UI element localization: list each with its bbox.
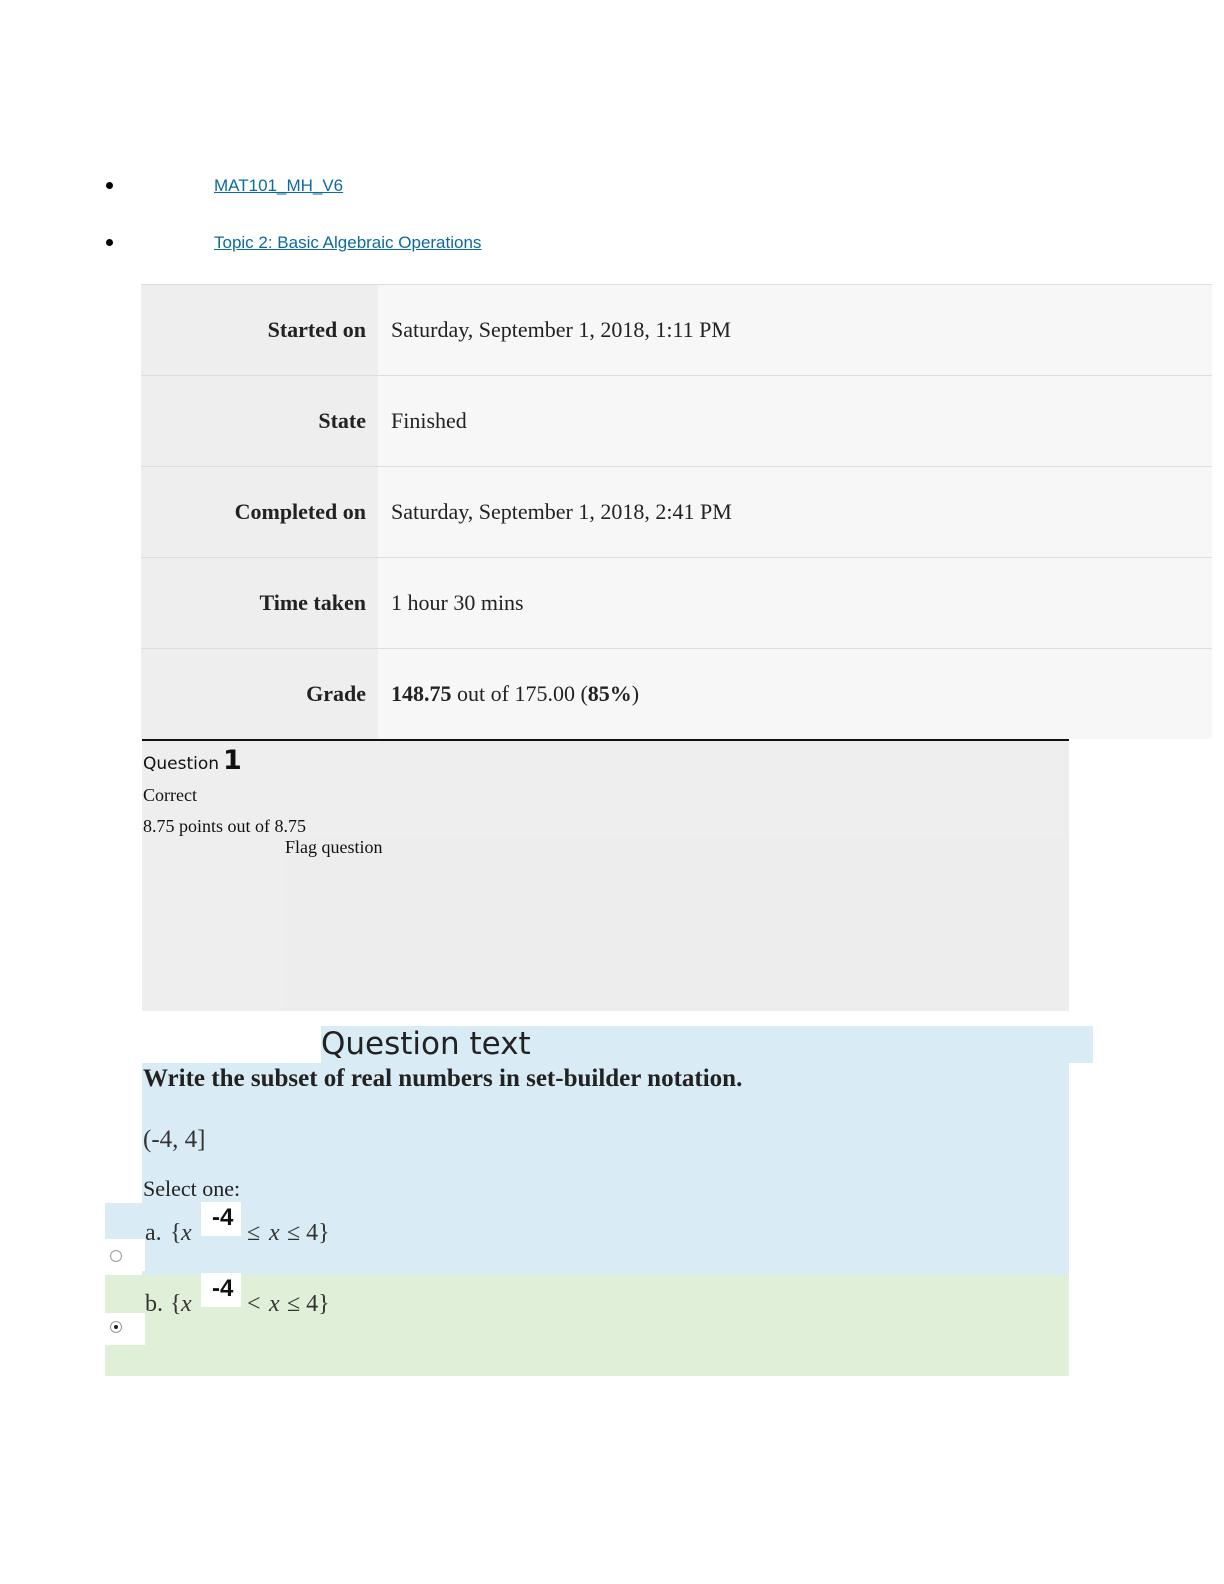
option-var-2: x: [269, 1291, 280, 1317]
option-op: <: [247, 1291, 261, 1317]
bullet-icon: [106, 239, 113, 246]
breadcrumb-item-course: [0, 174, 700, 198]
flag-question-button[interactable]: Flag question: [285, 837, 383, 857]
question-info-panel: [142, 739, 1069, 1011]
summary-label: Started on: [141, 285, 378, 375]
question-prompt: Write the subset of real numbers in set-builder notation.: [143, 1065, 743, 1092]
bullet-icon: [106, 182, 113, 189]
option-neg-value: -4: [201, 1273, 241, 1307]
question-number: [143, 745, 242, 776]
question-prefix: Question: [143, 754, 220, 774]
summary-row-completed: [141, 467, 1212, 558]
option-open-brace: {: [170, 1220, 182, 1246]
option-letter: b.: [145, 1291, 163, 1317]
breadcrumb-link-topic[interactable]: Topic 2: Basic Algebraic Operations: [214, 233, 482, 252]
option-var: x: [181, 1291, 192, 1317]
option-b-radio[interactable]: [110, 1321, 122, 1333]
summary-value: Finished: [378, 376, 1212, 466]
question-text-panel: [142, 1063, 1069, 1275]
grade-out-of: out of 175.00 (: [451, 681, 588, 706]
option-var: x: [181, 1220, 192, 1246]
summary-label: Grade: [141, 649, 378, 739]
summary-row-time-taken: [141, 558, 1212, 649]
summary-value: Saturday, September 1, 2018, 1:11 PM: [378, 285, 1212, 375]
option-a-side-bg: [105, 1203, 145, 1239]
option-tail: ≤ 4}: [287, 1291, 330, 1317]
option-open-brace: {: [170, 1291, 182, 1317]
breadcrumb-link-course[interactable]: MAT101_MH_V6: [214, 176, 344, 195]
grade-close: ): [631, 681, 640, 706]
summary-row-state: [141, 376, 1212, 467]
summary-label: Completed on: [141, 467, 378, 557]
question-text-heading: Question text: [321, 1026, 1093, 1063]
summary-value: 1 hour 30 mins: [378, 558, 1212, 648]
question-number-value: 1: [223, 745, 242, 776]
option-letter: a.: [145, 1220, 162, 1246]
attempt-summary-table: [141, 284, 1212, 739]
breadcrumb-item-topic: [0, 231, 700, 255]
select-one-label: Select one:: [143, 1176, 241, 1201]
summary-row-grade: [141, 649, 1212, 739]
summary-value: Saturday, September 1, 2018, 2:41 PM: [378, 467, 1212, 557]
summary-label: Time taken: [141, 558, 378, 648]
grade-score: 148.75: [391, 681, 452, 706]
grade-percent: 85%: [587, 681, 632, 706]
question-grade: 8.75 points out of 8.75: [143, 816, 307, 836]
option-var-2: x: [269, 1220, 280, 1246]
question-interval: (-4, 4]: [143, 1126, 206, 1153]
question-state: Correct: [143, 785, 197, 805]
option-tail: ≤ 4}: [287, 1220, 330, 1246]
option-neg-value: -4: [201, 1202, 241, 1236]
option-op: ≤: [247, 1220, 261, 1246]
grade-value: [378, 649, 1212, 739]
summary-label: State: [141, 376, 378, 466]
option-a-radio[interactable]: [110, 1250, 122, 1262]
summary-row-started: [141, 285, 1212, 376]
flag-question-area: [285, 837, 1069, 1011]
